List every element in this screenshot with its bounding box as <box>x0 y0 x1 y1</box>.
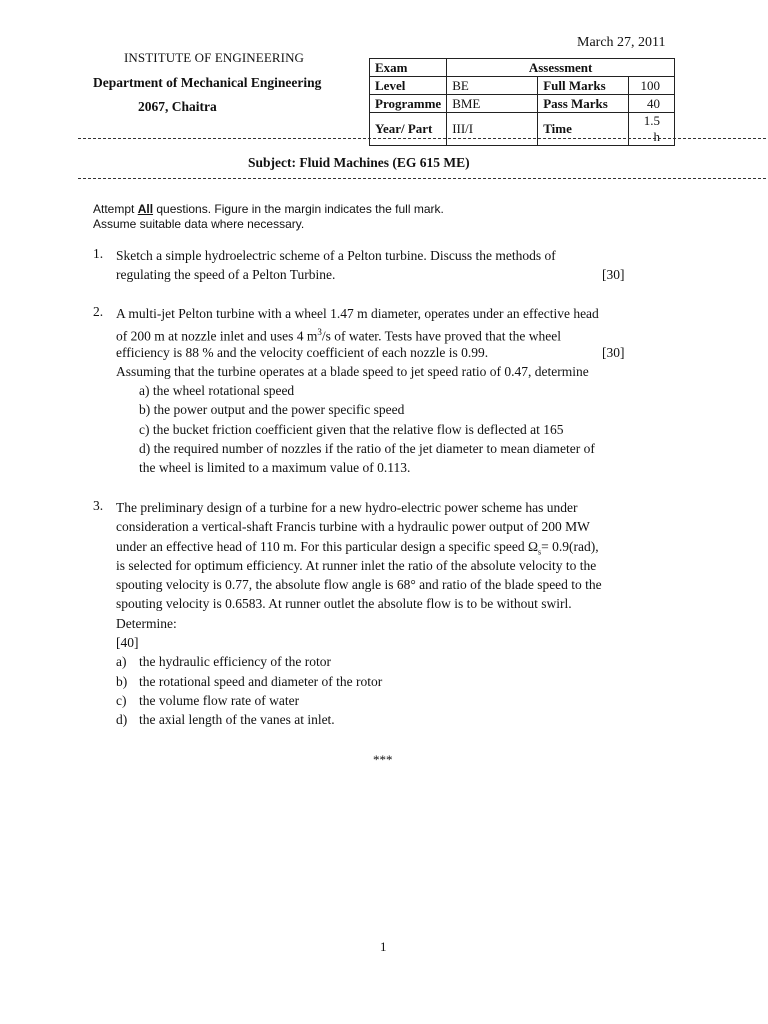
question-text-line: spouting velocity is 0.6583. At runner outlet the absolute flow is to be without swirl. <box>116 596 572 612</box>
question-text-line: regulating the speed of a Pelton Turbine. [30] <box>116 265 556 284</box>
question-3-marks: [40] <box>116 635 139 651</box>
row-value: BE <box>447 77 538 95</box>
subscript-s: s <box>538 547 542 557</box>
sub-question-continuation: the wheel is limited to a maximum value of 0.113. <box>139 460 411 476</box>
sub-question: b) the rotational speed and diameter of the rotor <box>116 673 383 689</box>
row-value: BME <box>447 95 538 113</box>
question-2-number: 2. <box>93 304 104 319</box>
dashed-divider <box>78 178 766 179</box>
sub-question: c) the bucket friction coefficient given that the relative flow is deflected at 165 <box>139 421 564 437</box>
sub-question: d) the axial length of the vanes at inlet. <box>116 712 335 728</box>
page-number: 1 <box>380 939 387 954</box>
omega-symbol: Ω <box>527 538 539 554</box>
question-text-line: is selected for optimum efficiency. At runner inlet the ratio of the absolute velocity to the <box>116 557 597 573</box>
exam-info-row <box>370 77 675 95</box>
exam-date: March 27, 2011 <box>577 35 666 50</box>
sub-question: c) the volume flow rate of water <box>116 692 300 708</box>
question-text-line: consideration a vertical-shaft Francis turbine with a hydraulic power output of 200 MW <box>116 519 590 535</box>
question-1-marks: [30] <box>602 267 625 283</box>
question-text-line: Sketch a simple hydroelectric scheme of a Pelton turbine. Discuss the methods of <box>116 248 556 263</box>
question-text-line: Determine: <box>116 615 177 631</box>
superscript-3: 3 <box>317 327 322 338</box>
attempt-line: Attempt All questions. Figure in the margin indicates the full mark. <box>93 202 444 216</box>
instructions <box>93 202 444 232</box>
question-3 <box>116 498 602 730</box>
question-text-line: A multi-jet Pelton turbine with a wheel 1.47 m diameter, operates under an effective head <box>116 306 599 321</box>
exam-info-header-row <box>370 59 675 77</box>
exam-info-table <box>369 58 675 146</box>
row-key: Time <box>538 113 629 146</box>
question-text-line: efficiency is 88 % and the velocity coefficient of each nozzle is 0.99. [30] <box>116 343 599 362</box>
question-3-number: 3. <box>93 498 104 513</box>
exam-info-row <box>370 113 675 146</box>
sub-question: d) the required number of nozzles if the ratio of the jet diameter to mean diameter of <box>139 441 595 457</box>
question-text-line: of 200 m at nozzle inlet and uses 4 $m^3/s$ of water. Tests have proved that the wheel <box>116 327 561 344</box>
row-key: Full Marks <box>538 77 629 95</box>
question-1-number: 1. <box>93 246 104 261</box>
row-value: III/I <box>447 113 538 146</box>
question-text-line: Assuming that the turbine operates at a blade speed to jet speed ratio of 0.47, determine <box>116 363 589 379</box>
assume-line: Assume suitable data where necessary. <box>93 217 305 231</box>
row-amount: 40 <box>629 95 675 113</box>
exam-header-cell: Exam <box>370 59 447 77</box>
end-mark: *** <box>373 752 393 767</box>
sub-question: a) the wheel rotational speed <box>139 383 295 399</box>
question-text-line: spouting velocity is 0.77, the absolute flow angle is 68° and ratio of the blade speed to the <box>116 577 602 593</box>
question-text-line: The preliminary design of a turbine for a new hydro-electric power scheme has under <box>116 500 578 515</box>
row-label: Level <box>370 77 447 95</box>
row-key: Pass Marks <box>538 95 629 113</box>
assessment-header-cell: Assessment <box>447 59 675 77</box>
dashed-divider <box>78 138 766 139</box>
question-2 <box>116 304 625 478</box>
row-label: Programme <box>370 95 447 113</box>
exam-info-row <box>370 95 675 113</box>
row-label: Year/ Part <box>370 113 447 146</box>
question-text-line: under an effective head of 110 m. For this particular design a specific speed $\Omega_s= 0.9(rad)$, <box>116 538 599 557</box>
institute-name: INSTITUTE OF ENGINEERING <box>124 50 305 65</box>
exam-year: 2067, Chaitra <box>138 99 217 114</box>
sub-question: a) the hydraulic efficiency of the rotor <box>116 654 332 670</box>
row-amount: 100 <box>629 77 675 95</box>
department-name: Department of Mechanical Engineering <box>93 75 322 90</box>
row-amount: 1.5 h <box>629 113 675 146</box>
sub-question: b) the power output and the power specific speed <box>139 402 405 418</box>
question-1 <box>116 246 625 285</box>
attempt-all-emphasis: All <box>137 202 154 216</box>
question-2-marks: [30] <box>602 344 625 360</box>
subject-title: Subject: Fluid Machines (EG 615 ME) <box>248 155 470 170</box>
